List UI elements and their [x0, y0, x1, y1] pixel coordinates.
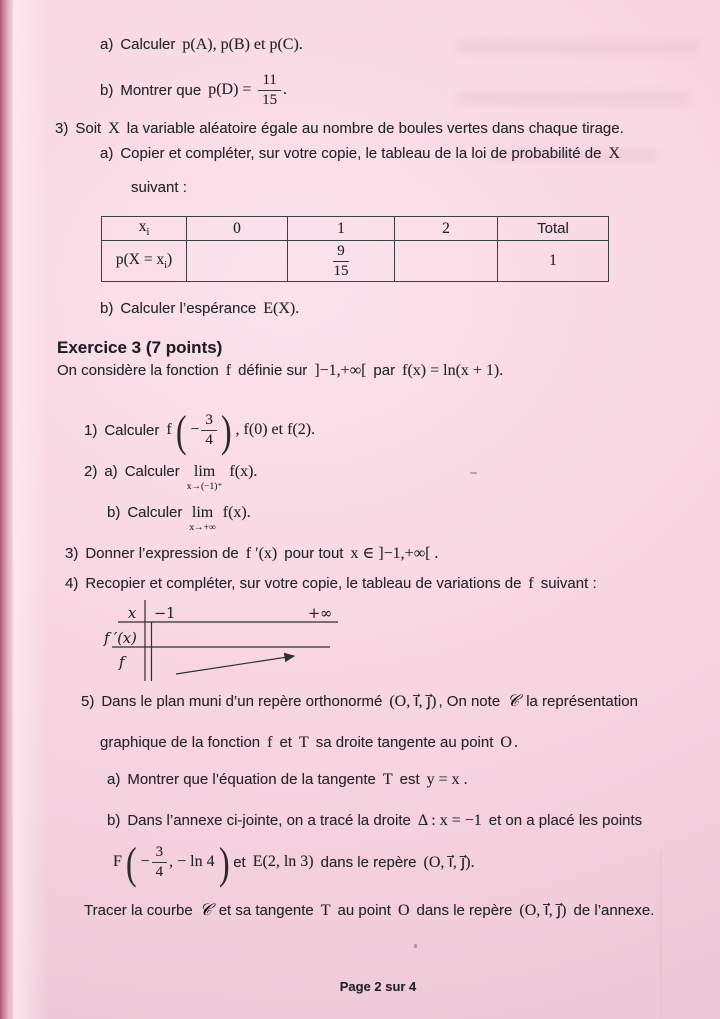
- table-data-row: [102, 241, 609, 282]
- limit-subscript: x→(−1)⁺: [186, 481, 223, 492]
- minus-sign: −: [140, 853, 150, 870]
- question-2b: [100, 70, 287, 110]
- math-variable: f: [225, 362, 232, 379]
- sub-item-label: a): [104, 463, 118, 480]
- intro-text: par: [373, 362, 396, 379]
- math-frame-notation: (O, i⃗, j⃗): [389, 693, 437, 710]
- question-3a-cont: [131, 179, 187, 196]
- f-label: f: [119, 655, 125, 671]
- math-variable: f: [528, 575, 534, 592]
- question-text: de l’annexe.: [573, 902, 655, 919]
- math-frame-notation: (O, i⃗, j⃗).: [423, 854, 475, 871]
- question-text: Dans l’annexe ci-jointe, on a tracé la droite: [127, 812, 411, 829]
- point-E-expression: E(2, ln 3): [252, 853, 314, 870]
- curve-symbol: 𝒞: [507, 691, 520, 710]
- question-text: Soit: [75, 120, 102, 137]
- question-text: dans le repère: [320, 853, 417, 871]
- exercise-title: Exercice 3 (7 points): [57, 338, 223, 357]
- bleed-through-smudge: [455, 92, 690, 105]
- math-interval: ]−1,+∞[: [314, 362, 367, 379]
- question-text: et on a placé les points: [488, 812, 643, 829]
- question-5b-line2: F ( − $\frac{3}{4}$ , − ln 4 ) et E(2, ln 3) dans le repère (O, i⃗, j⃗).: [113, 839, 475, 888]
- question-text: est: [399, 771, 420, 788]
- fraction-numerator: 11: [258, 71, 280, 91]
- math-expression: f(x).: [222, 504, 251, 521]
- intro-text: définie sur: [238, 362, 308, 379]
- table-header-row: [102, 217, 609, 241]
- fraction: [332, 242, 351, 281]
- f-prime-label: f ′(x): [104, 631, 137, 647]
- question-text: et: [279, 734, 292, 751]
- item-label: a): [100, 36, 114, 53]
- math-variable: T: [320, 902, 331, 919]
- header-cell-xi: $x_i$: [102, 217, 187, 241]
- period: .: [513, 734, 518, 751]
- fraction-cell: [288, 241, 395, 282]
- fraction-denominator: 4: [205, 431, 213, 448]
- question-text: Donner l’expression de: [85, 545, 239, 562]
- math-variable: O: [500, 734, 512, 751]
- question-3: [65, 543, 438, 563]
- scan-speck: [414, 944, 417, 948]
- fraction-numerator: 3: [152, 843, 168, 863]
- variation-table: [88, 596, 408, 696]
- question-text: dans le repère: [416, 902, 513, 919]
- math-variable: f: [267, 734, 273, 751]
- item-label: 3): [65, 545, 79, 562]
- math-equation: y = x .: [426, 771, 468, 788]
- point-F-label: F: [113, 853, 122, 870]
- question-text: pour tout: [284, 545, 344, 562]
- question-text: Calculer: [127, 504, 183, 521]
- math-coordinate: , − ln 4: [169, 853, 215, 870]
- scan-speck: [470, 472, 477, 474]
- header-cell-0: 0: [187, 217, 288, 241]
- math-expression: p(D) =: [208, 81, 252, 98]
- question-text: et: [233, 853, 246, 871]
- question-text: Dans le plan muni d’un repère orthonormé: [101, 693, 383, 710]
- question-text: Montrer que: [120, 81, 202, 99]
- math-expression: , f(0) et f(2).: [235, 421, 316, 438]
- intro-text: On considère la fonction: [57, 362, 219, 379]
- question-text: Calculer: [124, 463, 180, 480]
- math-expression: p(A), p(B) et p(C).: [182, 36, 303, 53]
- fraction-denominator: 15: [333, 262, 349, 279]
- item-label: a): [100, 145, 114, 162]
- fraction-denominator: 15: [262, 91, 278, 108]
- math-expression: E(X).: [263, 300, 300, 317]
- increasing-arrow: [176, 656, 294, 674]
- question-text: Calculer: [120, 36, 176, 53]
- limit-subscript: x→+∞: [189, 522, 216, 533]
- fraction: [152, 843, 168, 882]
- total-cell: 1: [498, 241, 609, 282]
- question-5-line2: [100, 734, 518, 752]
- period: .: [282, 81, 287, 98]
- question-2a: [100, 36, 303, 54]
- item-label: b): [100, 81, 114, 99]
- question-text: sa droite tangente au point: [315, 734, 494, 751]
- question-2b: [107, 504, 251, 533]
- math-frame-notation: (O, i⃗, j⃗): [519, 902, 567, 919]
- math-variable: T: [382, 771, 393, 788]
- question-text: la variable aléatoire égale au nombre de boules vertes dans chaque tirage.: [126, 120, 624, 137]
- question-text: au point: [337, 902, 391, 919]
- question-5-line1: [81, 691, 638, 711]
- math-variable: X: [108, 120, 120, 137]
- question-text: Copier et compléter, sur votre copie, le tableau de la loi de probabilité de: [120, 145, 602, 162]
- math-variable: O: [397, 902, 410, 919]
- empty-cell: [187, 241, 288, 282]
- curve-symbol: 𝒞: [199, 900, 212, 919]
- question-text: Calculer: [104, 421, 160, 439]
- question-text: et sa tangente: [218, 902, 314, 919]
- question-text: , On note: [438, 693, 501, 710]
- fraction-numerator: 3: [201, 411, 217, 431]
- math-formula: f(x) = ln(x + 1).: [402, 362, 504, 379]
- bound-plus-infinity: +∞: [308, 606, 333, 622]
- bound-minus-one: −1: [154, 606, 176, 622]
- exercise-3-heading: [57, 338, 222, 358]
- item-label: b): [100, 300, 114, 317]
- scan-edge-highlight: [13, 0, 47, 1019]
- question-3a: [100, 145, 620, 163]
- header-cell-1: 1: [288, 217, 395, 241]
- question-2a: [84, 463, 257, 492]
- exercise-3-intro: [57, 362, 503, 380]
- question-text: la représentation: [526, 693, 638, 710]
- limit-word: lim: [191, 504, 214, 521]
- question-5a: [107, 771, 468, 789]
- question-text: suivant :: [131, 179, 187, 196]
- question-3: [55, 120, 624, 138]
- sub-item-label: b): [107, 504, 121, 521]
- question-4: [65, 575, 597, 593]
- item-label: 3): [55, 120, 69, 137]
- question-1: 1) Calculer f ( − $\frac{3}{4}$ ) , f(0) et f(2).: [84, 407, 316, 456]
- question-text: Tracer la courbe: [84, 902, 193, 919]
- probability-table: [101, 216, 609, 282]
- math-equation: Δ : x = −1: [417, 812, 482, 829]
- bleed-through-smudge: [455, 40, 700, 54]
- fraction-denominator: 4: [155, 863, 164, 880]
- math-expression: x ∈ ]−1,+∞[ .: [350, 545, 439, 562]
- math-variable: T: [298, 734, 309, 751]
- item-label: 2): [84, 463, 98, 480]
- page-footer: Page 2 sur 4: [339, 979, 417, 994]
- row-label-cell: $p(X = x_i)$: [102, 241, 187, 282]
- minus-sign: −: [190, 421, 200, 438]
- question-text: Recopier et compléter, sur votre copie, le tableau de variations de: [85, 575, 522, 592]
- limit-word: lim: [193, 463, 216, 480]
- math-expression: f(x).: [229, 463, 258, 480]
- sub-item-label: b): [107, 812, 121, 829]
- var-x-label: x: [128, 606, 137, 622]
- math-variable: X: [608, 145, 621, 162]
- question-text: Montrer que l’équation de la tangente: [127, 771, 376, 788]
- final-instruction: [84, 900, 654, 920]
- question-text: Calculer l’espérance: [120, 300, 257, 317]
- question-text: graphique de la fonction: [100, 734, 261, 751]
- question-3b: [100, 300, 299, 318]
- question-5b-line1: [107, 812, 642, 830]
- header-cell-total: Total: [498, 217, 609, 241]
- item-label: 1): [84, 421, 98, 439]
- limit-notation: [187, 464, 223, 492]
- fraction: [201, 411, 217, 450]
- item-label: 4): [65, 575, 79, 592]
- item-label: 5): [81, 693, 95, 710]
- fraction: [258, 71, 280, 110]
- fraction-numerator: 9: [333, 242, 349, 262]
- scan-edge-shadow: [0, 0, 14, 1019]
- empty-cell: [395, 241, 498, 282]
- sub-item-label: a): [107, 771, 121, 788]
- math-expression: f ′(x): [245, 545, 278, 562]
- header-cell-2: 2: [395, 217, 498, 241]
- limit-notation: [189, 505, 215, 533]
- math-function: f: [166, 421, 172, 438]
- question-text: suivant :: [540, 575, 597, 592]
